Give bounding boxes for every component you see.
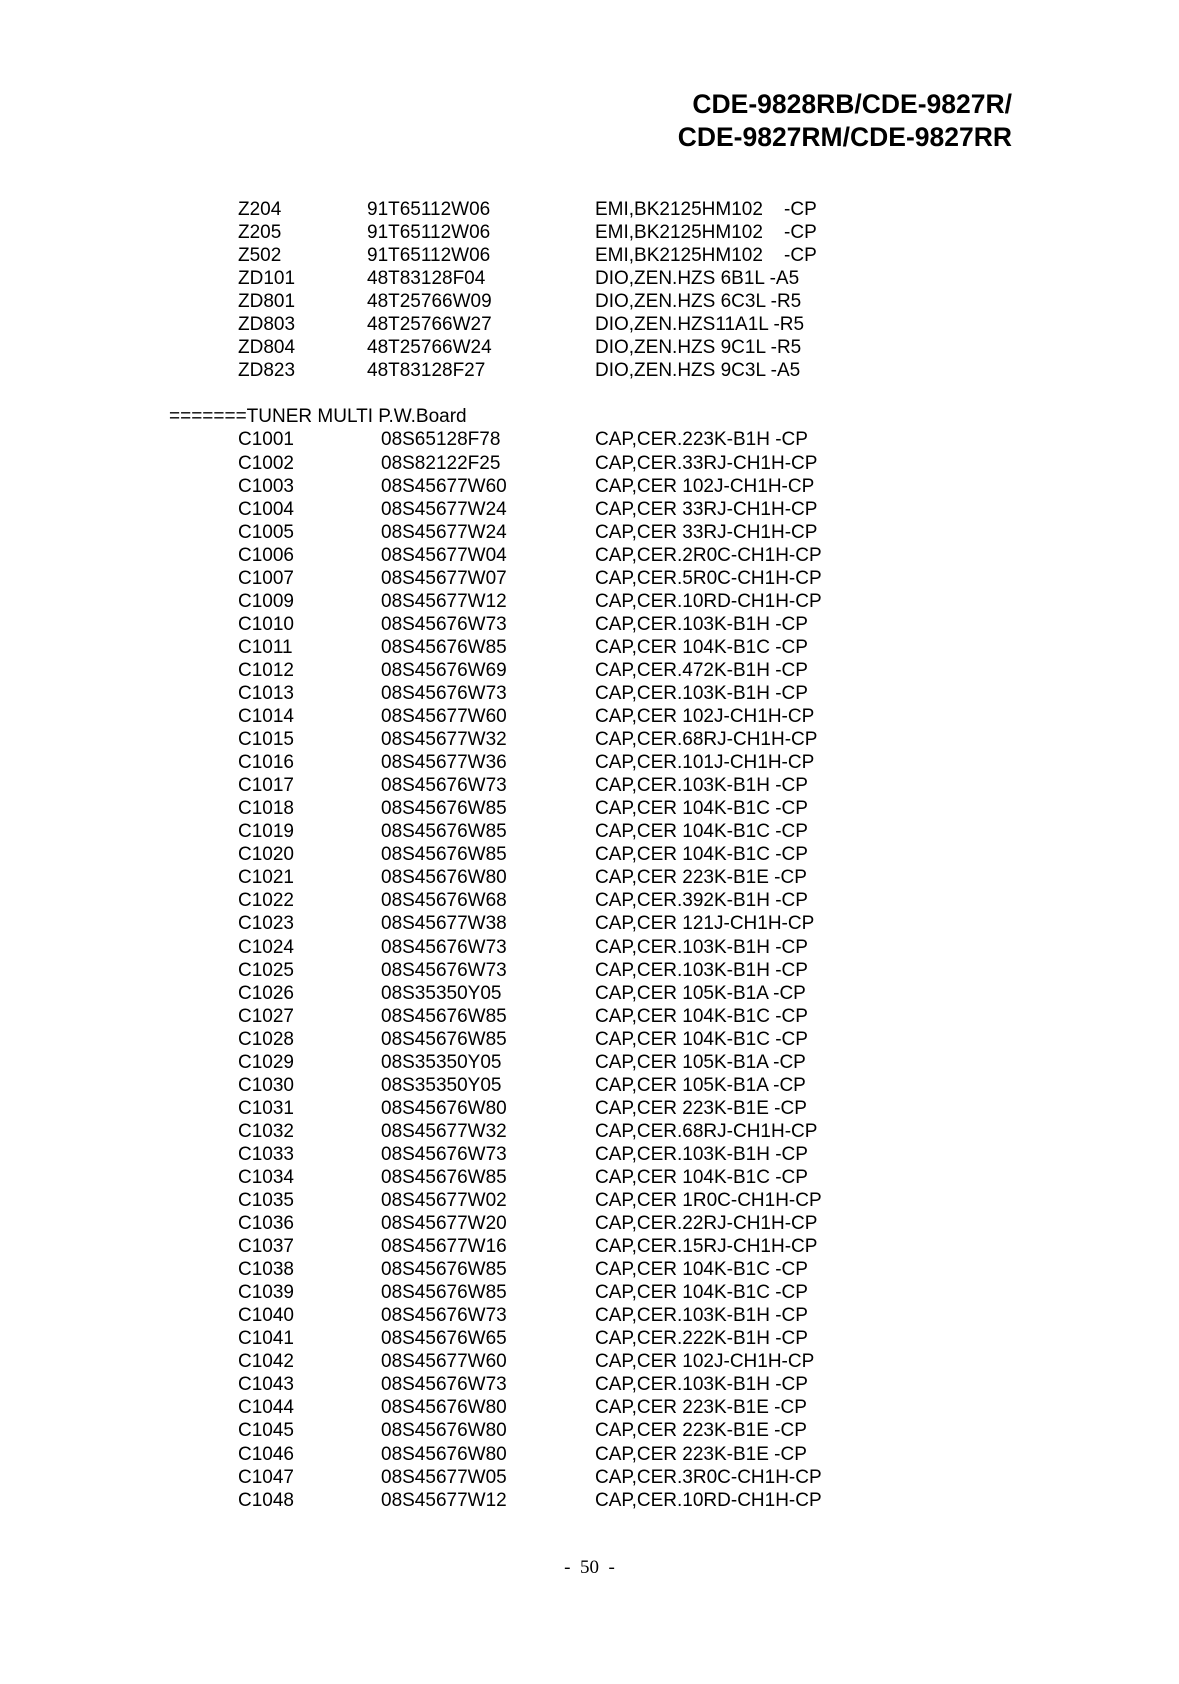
part-description: EMI,BK2125HM102 -CP	[595, 222, 817, 244]
ref-designator: C1042	[238, 1351, 294, 1373]
part-description: CAP,CER 104K-B1C -CP	[595, 1028, 808, 1050]
ref-designator: C1019	[238, 821, 294, 843]
part-description: CAP,CER.5R0C-CH1H-CP	[595, 567, 822, 589]
part-number: 08S45676W73	[381, 1305, 507, 1327]
ref-designator: C1027	[238, 1005, 294, 1027]
part-number: 08S45676W73	[381, 613, 507, 635]
part-description: CAP,CER 104K-B1C -CP	[595, 798, 808, 820]
part-number: 08S45676W65	[381, 1328, 507, 1350]
part-number: 08S45676W85	[381, 844, 507, 866]
ref-designator: C1032	[238, 1120, 294, 1142]
table-row	[0, 613, 1179, 636]
part-number: 91T65112W06	[367, 245, 491, 267]
part-description: CAP,CER 104K-B1C -CP	[595, 1259, 808, 1281]
table-row	[0, 1212, 1179, 1235]
part-description: DIO,ZEN.HZS 6C3L -R5	[595, 291, 802, 313]
part-number: 08S45677W32	[381, 729, 507, 751]
table-row	[0, 936, 1179, 959]
part-number: 08S45676W85	[381, 798, 507, 820]
table-row	[0, 313, 1179, 336]
table-row	[0, 774, 1179, 797]
part-description: CAP,CER.103K-B1H -CP	[595, 775, 808, 797]
part-description: CAP,CER.3R0C-CH1H-CP	[595, 1466, 822, 1488]
part-number: 48T83128F27	[367, 360, 486, 382]
ref-designator: C1046	[238, 1443, 294, 1465]
table-row	[0, 521, 1179, 544]
part-number: 08S45677W12	[381, 590, 507, 612]
page-number: - 50 -	[564, 1557, 615, 1578]
part-number: 91T65112W06	[367, 199, 491, 220]
part-description: CAP,CER.33RJ-CH1H-CP	[595, 452, 818, 474]
table-row	[0, 843, 1179, 866]
ref-designator: C1048	[238, 1489, 294, 1511]
part-number: 08S45677W05	[381, 1466, 507, 1488]
table-row	[0, 1327, 1179, 1350]
table-row	[0, 1189, 1179, 1212]
table-row	[0, 912, 1179, 935]
part-number: 91T65112W06	[367, 222, 491, 244]
ref-designator: C1009	[238, 590, 294, 612]
table-row	[0, 959, 1179, 982]
ref-designator: C1017	[238, 775, 294, 797]
table-row	[0, 221, 1179, 244]
ref-designator: C1043	[238, 1374, 294, 1396]
part-number: 08S45676W73	[381, 959, 507, 981]
ref-designator: ZD823	[238, 360, 296, 382]
ref-designator: C1004	[238, 498, 294, 520]
part-number: 08S45677W04	[381, 544, 507, 566]
ref-designator: C1021	[238, 867, 294, 889]
part-description: CAP,CER 104K-B1C -CP	[595, 636, 808, 658]
part-number: 08S45677W60	[381, 475, 507, 497]
model-title-line-1: CDE-9828RB/CDE-9827R/	[692, 89, 1012, 119]
part-number: 08S45677W38	[381, 913, 507, 935]
part-number: 48T25766W09	[367, 291, 492, 313]
part-description: CAP,CER.103K-B1H -CP	[595, 1305, 808, 1327]
table-row	[0, 452, 1179, 475]
part-description: CAP,CER.392K-B1H -CP	[595, 890, 808, 912]
part-description: CAP,CER.472K-B1H -CP	[595, 659, 808, 681]
part-number: 08S45676W85	[381, 636, 507, 658]
table-row	[0, 1304, 1179, 1327]
part-number: 08S35350Y05	[381, 982, 502, 1004]
table-row	[0, 1074, 1179, 1097]
table-row	[0, 682, 1179, 705]
ref-designator: Z502	[238, 245, 282, 267]
part-description: CAP,CER 1R0C-CH1H-CP	[595, 1190, 822, 1212]
ref-designator: C1036	[238, 1213, 294, 1235]
part-description: CAP,CER 33RJ-CH1H-CP	[595, 498, 818, 520]
part-number: 08S45676W73	[381, 775, 507, 797]
ref-designator: Z205	[238, 222, 282, 244]
table-row	[0, 1281, 1179, 1304]
ref-designator: C1014	[238, 706, 294, 728]
table-row	[0, 1051, 1179, 1074]
part-description: CAP,CER.103K-B1H -CP	[595, 959, 808, 981]
table-row	[0, 1258, 1179, 1281]
ref-designator: C1041	[238, 1328, 294, 1350]
part-description: CAP,CER 104K-B1C -CP	[595, 844, 808, 866]
part-number: 08S35350Y05	[381, 1074, 502, 1096]
part-number: 08S45677W24	[381, 498, 507, 520]
part-number: 08S45676W80	[381, 1443, 507, 1465]
ref-designator: ZD804	[238, 337, 296, 359]
parts-list	[0, 198, 1179, 1512]
part-description: DIO,ZEN.HZS 9C1L -R5	[595, 337, 802, 359]
table-row	[0, 659, 1179, 682]
part-description: CAP,CER 223K-B1E -CP	[595, 1443, 807, 1465]
table-row	[0, 1489, 1179, 1512]
table-row	[0, 498, 1179, 521]
part-description: CAP,CER 102J-CH1H-CP	[595, 475, 815, 497]
ref-designator: C1045	[238, 1420, 294, 1442]
part-number: 08S45676W73	[381, 682, 507, 704]
part-number: 48T25766W24	[367, 337, 492, 359]
ref-designator: C1029	[238, 1051, 294, 1073]
table-row	[0, 1166, 1179, 1189]
table-row	[0, 1419, 1179, 1442]
ref-designator: C1037	[238, 1236, 294, 1258]
part-number: 08S45676W85	[381, 1282, 507, 1304]
part-description: EMI,BK2125HM102 -CP	[595, 199, 817, 220]
part-description: CAP,CER.15RJ-CH1H-CP	[595, 1236, 818, 1258]
part-description: CAP,CER 104K-B1C -CP	[595, 1166, 808, 1188]
table-row	[0, 1443, 1179, 1466]
ref-designator: C1026	[238, 982, 294, 1004]
part-description: CAP,CER 121J-CH1H-CP	[595, 913, 815, 935]
ref-designator: C1016	[238, 752, 294, 774]
part-description: CAP,CER 104K-B1C -CP	[595, 821, 808, 843]
table-row	[0, 336, 1179, 359]
table-row	[0, 267, 1179, 290]
ref-designator: C1011	[238, 636, 293, 658]
part-number: 08S45676W80	[381, 1420, 507, 1442]
table-row	[0, 1097, 1179, 1120]
part-number: 08S45677W02	[381, 1190, 507, 1212]
part-description: CAP,CER 104K-B1C -CP	[595, 1005, 808, 1027]
ref-designator: C1030	[238, 1074, 294, 1096]
ref-designator: C1024	[238, 936, 294, 958]
part-number: 08S65128F78	[381, 429, 501, 451]
table-row	[0, 636, 1179, 659]
table-row	[0, 290, 1179, 313]
part-number: 08S45677W07	[381, 567, 507, 589]
table-row	[0, 1350, 1179, 1373]
part-number: 08S45676W73	[381, 936, 507, 958]
part-description: CAP,CER 223K-B1E -CP	[595, 1097, 807, 1119]
parts-list-tuner-group	[0, 428, 1179, 1511]
ref-designator: C1035	[238, 1190, 294, 1212]
model-title-line-2: CDE-9827RM/CDE-9827RR	[677, 122, 1012, 152]
ref-designator: C1005	[238, 521, 294, 543]
ref-designator: C1002	[238, 452, 294, 474]
part-number: 08S45676W85	[381, 1166, 507, 1188]
part-number: 08S45677W36	[381, 752, 507, 774]
part-description: CAP,CER 102J-CH1H-CP	[595, 1351, 815, 1373]
part-number: 08S45677W24	[381, 521, 507, 543]
table-row	[0, 1373, 1179, 1396]
part-number: 08S45676W73	[381, 1143, 507, 1165]
part-description: DIO,ZEN.HZS 9C3L -A5	[595, 360, 801, 382]
table-row	[0, 1143, 1179, 1166]
part-description: CAP,CER.22RJ-CH1H-CP	[595, 1213, 818, 1235]
ref-designator: C1044	[238, 1397, 294, 1419]
ref-designator: C1007	[238, 567, 294, 589]
part-number: 08S45677W12	[381, 1489, 507, 1511]
part-number: 08S45676W80	[381, 1397, 507, 1419]
ref-designator: C1039	[238, 1282, 294, 1304]
part-description: CAP,CER.68RJ-CH1H-CP	[595, 1120, 818, 1142]
part-description: CAP,CER.103K-B1H -CP	[595, 613, 808, 635]
ref-designator: C1022	[238, 890, 294, 912]
ref-designator: ZD803	[238, 314, 296, 336]
part-number: 08S45677W16	[381, 1236, 507, 1258]
ref-designator: C1013	[238, 682, 294, 704]
part-number: 48T25766W27	[367, 314, 492, 336]
part-description: CAP,CER.222K-B1H -CP	[595, 1328, 808, 1350]
ref-designator: ZD101	[238, 268, 296, 290]
part-description: CAP,CER.103K-B1H -CP	[595, 682, 808, 704]
ref-designator: C1006	[238, 544, 294, 566]
part-description: DIO,ZEN.HZS 6B1L -A5	[595, 268, 800, 290]
document-header	[678, 88, 1012, 154]
part-description: DIO,ZEN.HZS11A1L -R5	[595, 314, 805, 336]
part-description: CAP,CER.101J-CH1H-CP	[595, 752, 815, 774]
section-heading	[0, 405, 1179, 428]
part-number: 08S35350Y05	[381, 1051, 502, 1073]
part-description: CAP,CER 104K-B1C -CP	[595, 1282, 808, 1304]
table-row	[0, 359, 1179, 382]
ref-designator: C1003	[238, 475, 294, 497]
table-row	[0, 590, 1179, 613]
table-row	[0, 797, 1179, 820]
table-row	[0, 198, 1179, 221]
table-row	[0, 428, 1179, 451]
part-description: EMI,BK2125HM102 -CP	[595, 245, 817, 267]
part-number: 08S45677W20	[381, 1213, 507, 1235]
table-row	[0, 1466, 1179, 1489]
ref-designator: C1015	[238, 729, 294, 751]
table-row	[0, 567, 1179, 590]
ref-designator: C1020	[238, 844, 294, 866]
part-description: CAP,CER.2R0C-CH1H-CP	[595, 544, 822, 566]
ref-designator: C1034	[238, 1166, 294, 1188]
table-row	[0, 866, 1179, 889]
part-description: CAP,CER.103K-B1H -CP	[595, 1374, 808, 1396]
part-number: 08S45676W68	[381, 890, 507, 912]
part-description: CAP,CER 223K-B1E -CP	[595, 867, 807, 889]
part-description: CAP,CER.103K-B1H -CP	[595, 1143, 808, 1165]
part-description: CAP,CER 223K-B1E -CP	[595, 1420, 807, 1442]
part-number: 08S45676W69	[381, 659, 507, 681]
ref-designator: C1001	[238, 429, 294, 451]
table-row	[0, 751, 1179, 774]
ref-designator: C1031	[238, 1097, 294, 1119]
part-description: CAP,CER.223K-B1H -CP	[595, 429, 808, 451]
table-row	[0, 820, 1179, 843]
table-row	[0, 1028, 1179, 1051]
part-number: 08S45676W85	[381, 1259, 507, 1281]
part-description: CAP,CER 105K-B1A -CP	[595, 1074, 806, 1096]
ref-designator: C1025	[238, 959, 294, 981]
ref-designator: C1033	[238, 1143, 294, 1165]
table-row	[0, 1120, 1179, 1143]
ref-designator: C1047	[238, 1466, 294, 1488]
ref-designator: C1010	[238, 613, 294, 635]
ref-designator: Z204	[238, 199, 282, 220]
part-number: 08S82122F25	[381, 452, 501, 474]
part-number: 08S45676W80	[381, 867, 507, 889]
part-number: 08S45676W73	[381, 1374, 507, 1396]
table-row	[0, 1235, 1179, 1258]
part-number: 08S45677W32	[381, 1120, 507, 1142]
table-row	[0, 982, 1179, 1005]
ref-designator: C1012	[238, 659, 294, 681]
ref-designator: C1023	[238, 913, 294, 935]
part-number: 08S45676W85	[381, 821, 507, 843]
part-number: 08S45677W60	[381, 1351, 507, 1373]
part-number: 08S45676W85	[381, 1028, 507, 1050]
part-description: CAP,CER.10RD-CH1H-CP	[595, 1489, 822, 1511]
table-row	[0, 728, 1179, 751]
ref-designator: C1028	[238, 1028, 294, 1050]
table-row	[0, 705, 1179, 728]
part-number: 08S45676W80	[381, 1097, 507, 1119]
table-row	[0, 244, 1179, 267]
parts-list-top-group	[0, 198, 1179, 382]
table-row	[0, 475, 1179, 498]
part-description: CAP,CER.68RJ-CH1H-CP	[595, 729, 818, 751]
section-heading-text: =======TUNER MULTI P.W.Board	[169, 406, 467, 428]
table-row	[0, 1005, 1179, 1028]
part-description: CAP,CER.103K-B1H -CP	[595, 936, 808, 958]
part-description: CAP,CER 102J-CH1H-CP	[595, 706, 815, 728]
table-row	[0, 1396, 1179, 1419]
ref-designator: C1038	[238, 1259, 294, 1281]
part-number: 08S45676W85	[381, 1005, 507, 1027]
part-description: CAP,CER.10RD-CH1H-CP	[595, 590, 822, 612]
ref-designator: ZD801	[238, 291, 296, 313]
part-description: CAP,CER 105K-B1A -CP	[595, 982, 806, 1004]
table-row	[0, 889, 1179, 912]
part-description: CAP,CER 33RJ-CH1H-CP	[595, 521, 818, 543]
part-number: 48T83128F04	[367, 268, 486, 290]
part-description: CAP,CER 105K-B1A -CP	[595, 1051, 806, 1073]
part-number: 08S45677W60	[381, 706, 507, 728]
table-row	[0, 544, 1179, 567]
group-spacer	[0, 382, 1179, 405]
ref-designator: C1018	[238, 798, 294, 820]
part-description: CAP,CER 223K-B1E -CP	[595, 1397, 807, 1419]
ref-designator: C1040	[238, 1305, 294, 1327]
